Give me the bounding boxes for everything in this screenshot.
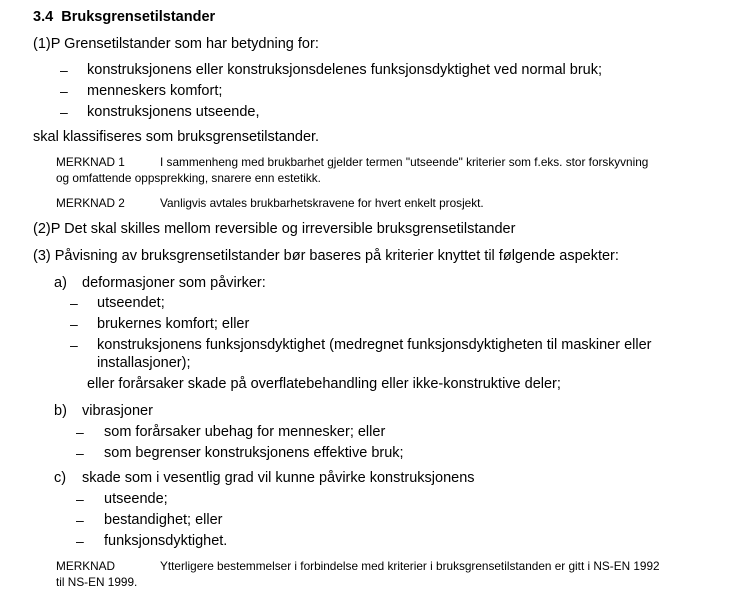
- item-c-text: skade som i vesentlig grad vil kunne påvirke konstruksjonens: [82, 470, 475, 486]
- dash-bullet: –: [76, 533, 84, 549]
- note-1-label: MERKNAD 1: [56, 155, 125, 169]
- dash-bullet: –: [76, 491, 84, 507]
- final-note-text-line1: Ytterligere bestemmelser i forbindelse med kriterier i bruksgrensetilstanden er gitt i NS-EN 1992: [160, 559, 660, 573]
- item-c-label: c): [54, 470, 67, 486]
- dash-bullet: –: [60, 62, 68, 78]
- item-b-text: vibrasjoner: [82, 403, 153, 419]
- note-1-text-line2: og omfattende oppsprekking, snarere enn estetikk.: [56, 171, 321, 185]
- item-b-label: b): [54, 403, 67, 419]
- item-a-text: deformasjoner som påvirker:: [82, 275, 266, 291]
- final-note-label: MERKNAD: [56, 559, 115, 573]
- note-2-label: MERKNAD 2: [56, 196, 125, 210]
- list-item: menneskers komfort;: [87, 83, 223, 99]
- dash-bullet: –: [60, 104, 68, 120]
- list-item: utseende;: [104, 491, 168, 507]
- dash-bullet: –: [70, 337, 78, 353]
- section-title: Bruksgrensetilstander: [61, 9, 216, 25]
- list-item: funksjonsdyktighet.: [104, 533, 228, 549]
- list-item-continuation: installasjoner);: [97, 355, 191, 371]
- final-note-text-line2: til NS-EN 1999.: [56, 575, 138, 589]
- note-2-text: Vanligvis avtales brukbarhetskravene for hvert enkelt prosjekt.: [160, 196, 484, 210]
- dash-bullet: –: [76, 512, 84, 528]
- dash-bullet: –: [70, 295, 78, 311]
- dash-bullet: –: [60, 83, 68, 99]
- list-item: konstruksjonens eller konstruksjonsdelenes funksjonsdyktighet ved normal bruk;: [87, 62, 603, 78]
- list-item: konstruksjonens funksjonsdyktighet (medregnet funksjonsdyktigheten til maskiner eller: [97, 337, 652, 353]
- list-item: som begrenser konstruksjonens effektive bruk;: [104, 445, 404, 461]
- clause-2p: (2)P Det skal skilles mellom reversible og irreversible bruksgrensetilstander: [33, 221, 516, 237]
- item-a-extra: eller forårsaker skade på overflatebehandling eller ikke-konstruktive deler;: [87, 376, 561, 392]
- section-number: 3.4: [33, 9, 54, 25]
- list-item: brukernes komfort; eller: [97, 316, 250, 332]
- item-a-label: a): [54, 275, 67, 291]
- dash-bullet: –: [76, 424, 84, 440]
- list-item: bestandighet; eller: [104, 512, 223, 528]
- note-1-text-line1: I sammenheng med brukbarhet gjelder termen "utseende" kriterier som f.eks. stor forskyvning: [160, 155, 649, 169]
- clause-3-intro: (3) Påvisning av bruksgrensetilstander bør baseres på kriterier knyttet til følgende aspekter:: [33, 248, 619, 264]
- list-item: som forårsaker ubehag for mennesker; eller: [104, 424, 386, 440]
- list-item: utseendet;: [97, 295, 165, 311]
- section-heading: [33, 8, 215, 26]
- list-item: konstruksjonens utseende,: [87, 104, 260, 120]
- dash-bullet: –: [70, 316, 78, 332]
- clause-1p-closing: skal klassifiseres som bruksgrensetilstander.: [33, 129, 320, 145]
- dash-bullet: –: [76, 445, 84, 461]
- clause-1p-intro: (1)P Grensetilstander som har betydning for:: [33, 36, 319, 52]
